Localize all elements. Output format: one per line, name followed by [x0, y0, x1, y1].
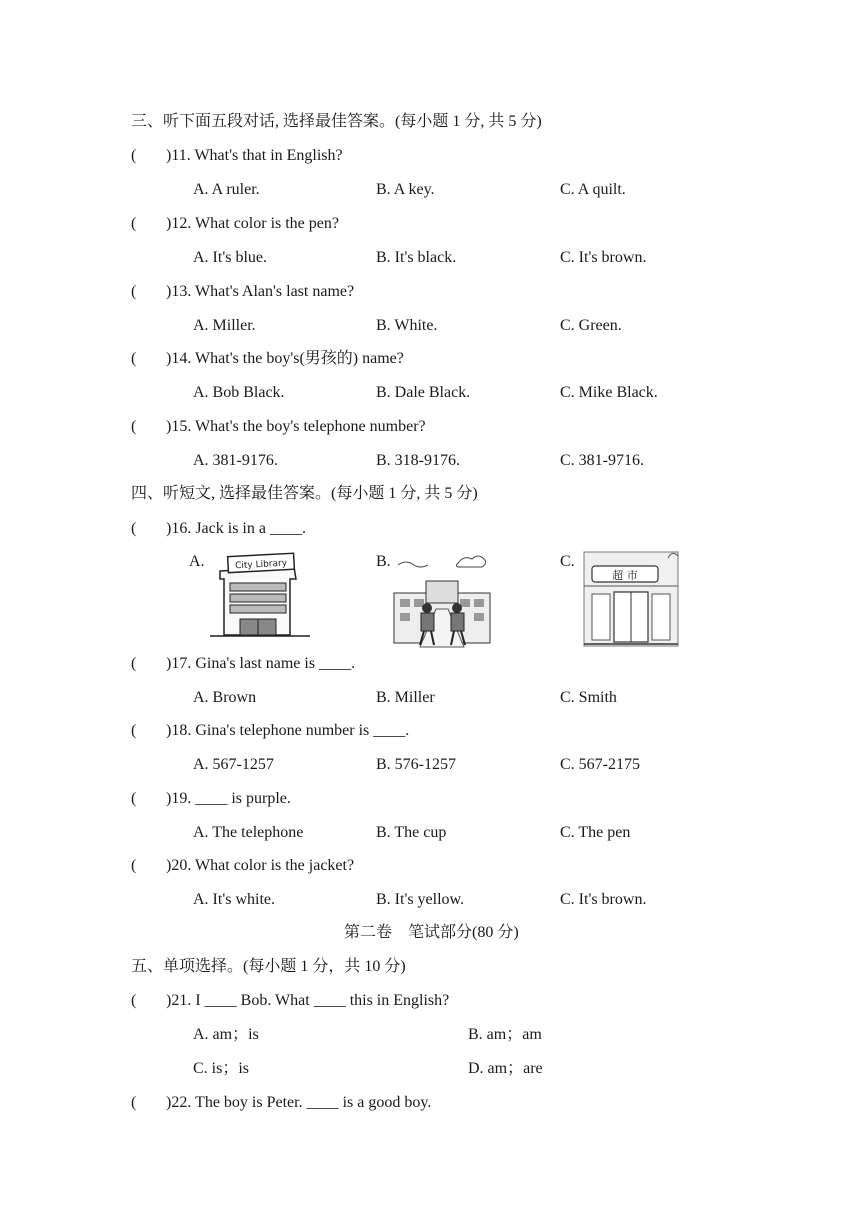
question-18: )18. Gina's telephone number is ____.	[166, 722, 410, 739]
option-a: A. The telephone	[193, 824, 304, 841]
option-b: B. am；am	[468, 1026, 542, 1043]
option-b: B. A key.	[376, 181, 435, 198]
option-a: A. 567-1257	[193, 756, 274, 773]
question-13: )13. What's Alan's last name?	[166, 283, 355, 300]
option-c: C. is；is	[193, 1060, 250, 1077]
option-a: A. It's white.	[193, 891, 275, 908]
question-16: )16. Jack is in a ____.	[166, 520, 306, 537]
question-21: )21. I ____ Bob. What ____ this in English?	[166, 992, 450, 1009]
option-a-label: A.	[189, 553, 205, 570]
answer-paren: (	[131, 418, 137, 435]
answer-paren: (	[131, 350, 137, 367]
section3-heading: 三、听下面五段对话, 选择最佳答案。(每小题 1 分, 共 5 分)	[131, 113, 542, 130]
answer-paren: (	[131, 147, 137, 164]
option-a: A. am；is	[193, 1026, 259, 1043]
answer-paren: (	[131, 215, 137, 232]
answer-paren: (	[131, 790, 137, 807]
answer-paren: (	[131, 992, 137, 1009]
section4-heading: 四、听短文, 选择最佳答案。(每小题 1 分, 共 5 分)	[131, 485, 478, 502]
library-picture	[210, 549, 310, 639]
answer-paren: (	[131, 655, 137, 672]
option-b: B. White.	[376, 317, 438, 334]
option-c: C. Smith	[560, 689, 617, 706]
supermarket-sign: 超 市	[612, 569, 638, 582]
option-b: B. 576-1257	[376, 756, 456, 773]
option-b: B. Dale Black.	[376, 384, 471, 401]
supermarket-picture	[582, 548, 680, 648]
answer-paren: (	[131, 857, 137, 874]
option-b: B. 318-9176.	[376, 452, 460, 469]
question-12: )12. What color is the pen?	[166, 215, 339, 232]
question-19: )19. ____ is purple.	[166, 790, 291, 807]
option-c: C. Green.	[560, 317, 622, 334]
school-picture	[390, 553, 494, 649]
option-c: C. The pen	[560, 824, 631, 841]
option-b: B. It's yellow.	[376, 891, 465, 908]
option-a: A. 381-9176.	[193, 452, 278, 469]
answer-paren: (	[131, 722, 137, 739]
option-c: C. It's brown.	[560, 891, 647, 908]
option-c: C. It's brown.	[560, 249, 647, 266]
answer-paren: (	[131, 1094, 137, 1111]
option-a: A. It's blue.	[193, 249, 267, 266]
question-15: )15. What's the boy's telephone number?	[166, 418, 426, 435]
part2-title: 第二卷 笔试部分(80 分)	[344, 924, 519, 941]
option-b: B. The cup	[376, 824, 447, 841]
option-a: A. Bob Black.	[193, 384, 285, 401]
option-c: C. 567-2175	[560, 756, 640, 773]
option-a: A. A ruler.	[193, 181, 260, 198]
section5-heading: 五、单项选择。(每小题 1 分，共 10 分)	[131, 958, 406, 975]
option-c: C. A quilt.	[560, 181, 626, 198]
answer-paren: (	[131, 283, 137, 300]
option-b: B. Miller	[376, 689, 435, 706]
option-b-label: B.	[376, 553, 391, 570]
option-d: D. am；are	[468, 1060, 543, 1077]
answer-paren: (	[131, 520, 137, 537]
option-a: A. Miller.	[193, 317, 256, 334]
option-c: C. Mike Black.	[560, 384, 658, 401]
option-a: A. Brown	[193, 689, 257, 706]
option-c-label: C.	[560, 553, 575, 570]
question-22: )22. The boy is Peter. ____ is a good boy.	[166, 1094, 432, 1111]
question-20: )20. What color is the jacket?	[166, 857, 355, 874]
question-17: )17. Gina's last name is ____.	[166, 655, 356, 672]
library-sign: City Library	[234, 558, 288, 572]
option-b: B. It's black.	[376, 249, 457, 266]
question-11: )11. What's that in English?	[166, 147, 343, 164]
question-14: )14. What's the boy's(男孩的) name?	[166, 350, 404, 367]
option-c: C. 381-9716.	[560, 452, 644, 469]
